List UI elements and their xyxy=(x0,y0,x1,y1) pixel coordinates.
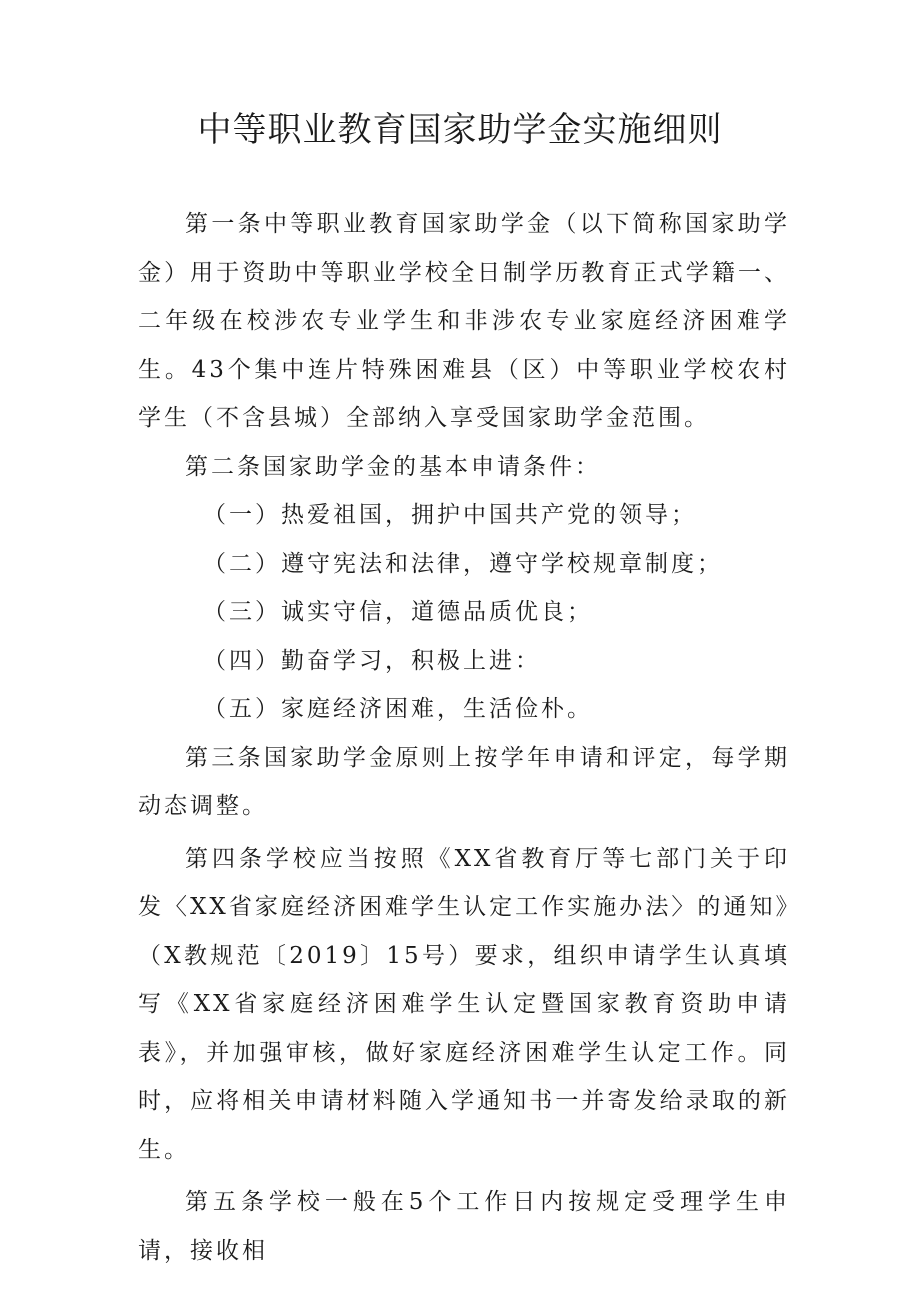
article-4-paragraph: 第四条学校应当按照《XX省教育厅等七部门关于印发〈XX省家庭经济困难学生认定工作实施办法〉的通知》（X教规范〔2019〕15号）要求，组织申请学生认真填写《XX省家庭经济困难学生认定暨国家教育资助申请表》，并加强审核，做好家庭经济困难学生认定工作。同时，应将相关申请材料随入学通知书一并寄发给录取的新生。 xyxy=(138,845,790,1163)
document-body xyxy=(138,200,790,1275)
article-2-paragraph: 第二条国家助学金的基本申请条件： xyxy=(185,453,601,480)
condition-item-2: （二）遵守宪法和法律，遵守学校规章制度； xyxy=(203,550,723,577)
document-title: 中等职业教育国家助学金实施细则 xyxy=(197,110,723,150)
condition-item-4: （四）勤奋学习，积极上进： xyxy=(203,647,541,674)
article-5-paragraph: 第五条学校一般在5个工作日内按规定受理学生申请，接收相 xyxy=(138,1189,790,1264)
article-3-paragraph: 第三条国家助学金原则上按学年申请和评定，每学期动态调整。 xyxy=(138,744,790,819)
condition-item-5: （五）家庭经济困难，生活俭朴。 xyxy=(203,696,593,722)
condition-item-1: （一）热爱祖国，拥护中国共产党的领导； xyxy=(203,502,697,528)
condition-item-3: （三）诚实守信，道德品质优良； xyxy=(203,599,593,625)
article-1-paragraph: 第一条中等职业教育国家助学金（以下简称国家助学金）用于资助中等职业学校全日制学历教育正式学籍一、二年级在校涉农专业学生和非涉农专业家庭经济困难学生。43个集中连片特殊困难县（区）中等职业学校农村学生（不含县城）全部纳入享受国家助学金范围。 xyxy=(138,211,790,431)
